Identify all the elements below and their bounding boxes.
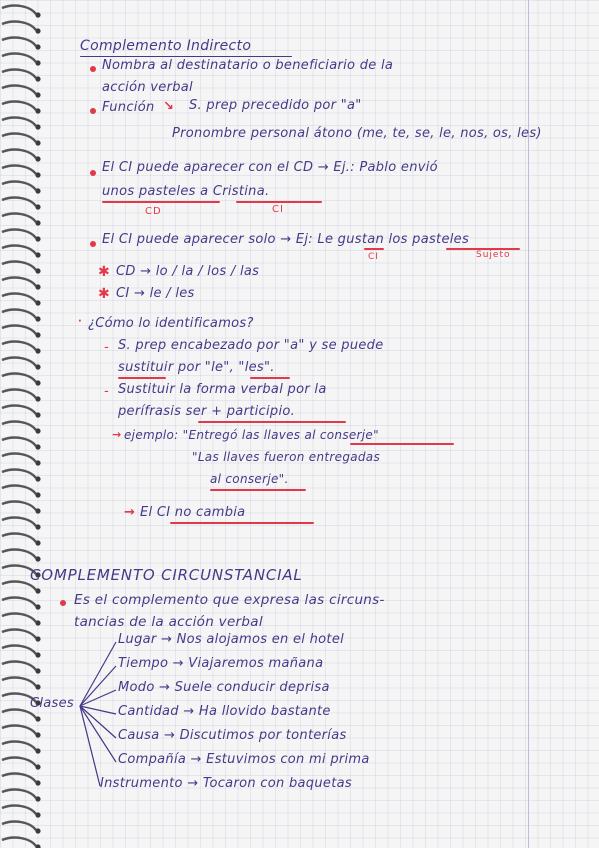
example-line-1: ejemplo: "Entregó las llaves al conserje" xyxy=(124,428,379,442)
arrow-icon: → xyxy=(112,428,122,441)
bullet-dot xyxy=(90,66,96,72)
section-title-complemento-indirecto: Complemento Indirecto xyxy=(80,38,252,54)
ci-solo-line: El CI puede aparecer solo → Ej: Le gustan los pasteles xyxy=(102,232,470,247)
les-underline xyxy=(250,377,290,379)
perifrasis-underline xyxy=(198,421,346,423)
bullet-dot xyxy=(90,170,96,176)
method-2-line-2: perífrasis ser + participio. xyxy=(118,404,296,419)
bullet-dot xyxy=(90,108,96,114)
function-text: S. prep precedido por "a" xyxy=(189,98,362,113)
example-line-3: al conserje". xyxy=(210,472,289,486)
example-line-2: "Las llaves fueron entregadas xyxy=(192,450,381,464)
star-icon: ✱ xyxy=(98,264,110,280)
conserje-underline-2 xyxy=(210,489,306,491)
how-to-identify-title: ¿Cómo lo identificamos? xyxy=(88,316,254,331)
cc-class-item: Compañía → Estuvimos con mi prima xyxy=(118,752,370,767)
spiral-binding xyxy=(0,0,42,848)
dash-icon: - xyxy=(104,340,109,355)
arrow-icon: ↘ xyxy=(163,99,174,114)
cc-class-item: Instrumento → Tocaron con baquetas xyxy=(100,776,352,791)
cc-class-item: Causa → Discutimos por tonterías xyxy=(118,728,347,743)
conclusion-text: El CI no cambia xyxy=(140,505,246,520)
cc-class-item: Modo → Suele conducir deprisa xyxy=(118,680,330,695)
dot-icon: · xyxy=(78,316,82,327)
section-title-complemento-circunstancial: COMPLEMENTO CIRCUNSTANCIAL xyxy=(30,566,303,584)
title-underline xyxy=(80,56,292,57)
ci-pronouns: CI → le / les xyxy=(116,286,195,301)
cd-tag: CD xyxy=(145,206,162,217)
le-underline xyxy=(364,248,384,250)
ci-tag: CI xyxy=(272,204,284,215)
method-2-line-1: Sustituir la forma verbal por la xyxy=(118,382,327,397)
cd-pronouns: CD → lo / la / los / las xyxy=(116,264,260,279)
definition-line-1: Nombra al destinatario o beneficiario de la xyxy=(102,58,394,73)
pronouns-text: Pronombre personal átono (me, te, se, le, nos, os, les) xyxy=(172,126,542,141)
method-1-line-2: sustituir por "le", "les". xyxy=(118,360,275,375)
function-label: Función xyxy=(102,100,155,115)
cc-definition-line-1: Es el complemento que expresa las circuns- xyxy=(74,592,385,608)
sustituir-underline xyxy=(118,377,166,379)
arrow-icon: → xyxy=(124,505,135,520)
solo-ci-tag: CI xyxy=(368,252,379,262)
cc-class-item: Tiempo → Viajaremos mañana xyxy=(118,656,324,671)
method-1-line-1: S. prep encabezado por "a" y se puede xyxy=(118,338,384,353)
definition-line-2: acción verbal xyxy=(102,80,193,95)
solo-sujeto-tag: Sujeto xyxy=(476,250,511,260)
cc-class-item: Lugar → Nos alojamos en el hotel xyxy=(118,632,345,647)
ci-with-cd-line-1: El CI puede aparecer con el CD → Ej.: Pablo envió xyxy=(102,160,438,175)
bullet-dot xyxy=(60,600,66,606)
ci-with-cd-line-2: unos pasteles a Cristina. xyxy=(102,184,270,199)
clases-label: Clases xyxy=(30,696,74,711)
bullet-dot xyxy=(90,241,96,247)
cc-class-item: Cantidad → Ha llovido bastante xyxy=(118,704,331,719)
dash-icon: - xyxy=(104,384,109,399)
cc-definition-line-2: tancias de la acción verbal xyxy=(74,614,263,630)
ci-underline xyxy=(236,201,322,203)
cd-underline xyxy=(102,201,220,203)
star-icon: ✱ xyxy=(98,286,110,302)
conclusion-underline xyxy=(170,522,314,524)
conserje-underline-1 xyxy=(350,443,454,445)
